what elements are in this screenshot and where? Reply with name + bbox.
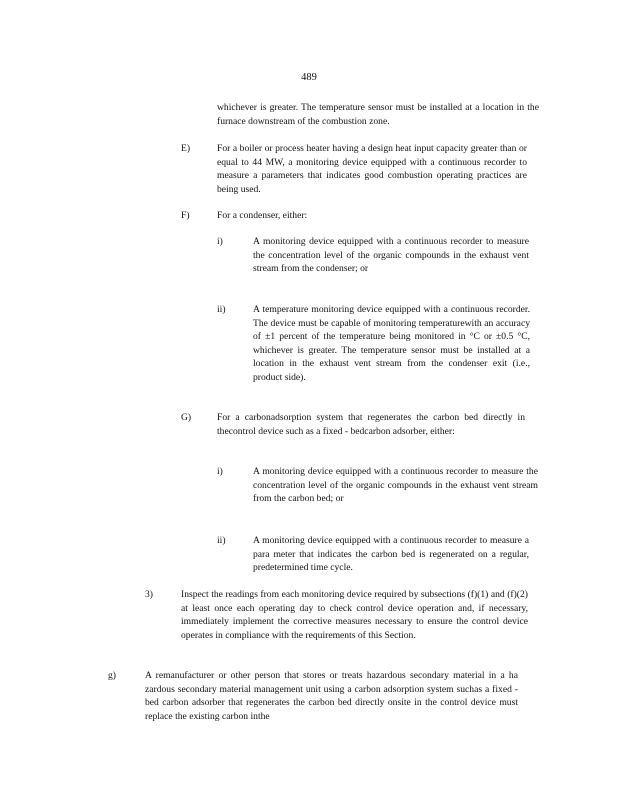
item-f-ii-label: ii) — [217, 304, 226, 315]
item-f-label: F) — [181, 210, 190, 221]
item-f-ii-text: A temperature monitoring device equipped with a continuous recorder. The device must be capable of monitoring temperaturewith an accuracy of ±1 percent of the temperature being monitored in °C or ±0.5 °C, whichever is greater. The temperature sensor must be installed at a location in the exhaust vent stream from the condenser exit (i.e., product side). — [253, 304, 530, 383]
item-f-text: For a condenser, either: — [217, 210, 308, 221]
item-g-lower-text: A remanufacturer or other person that stores or treats hazardous secondary material in a ha zardous secondary material management unit using a carbon adsorption system suchas a fixed -bed carbon adsorber that regenerates the carbon bed directly onsite in the control device must replace the existing carbon inthe — [145, 670, 518, 722]
item-g-upper-label: G) — [181, 412, 192, 423]
item-g-i-label: i) — [217, 466, 223, 477]
item-g-ii-label: ii) — [217, 535, 226, 546]
item-3-text: Inspect the readings from each monitoring device required by subsections (f)(1) and (f)(2) at least once each operating day to check control device operation and, if necessary, immediately implement the corrective measures necessary to ensure the control device operates in compliance with the requirements of this Section. — [181, 589, 528, 641]
item-e-label: E) — [181, 143, 191, 154]
item-f-i-text: A monitoring device equipped with a continuous recorder to measure the concentration level of the organic compounds in the exhaust vent stream from the condenser; or — [253, 236, 529, 275]
item-g-i-text: A monitoring device equipped with a continuous recorder to measure the concentration level of the organic compounds in the exhaust vent stream from the carbon bed; or — [253, 466, 538, 505]
item-e-text: For a boiler or process heater having a design heat input capacity greater than or equal to 44 MW, a monitoring device equipped with a continuous recorder to measure a parameters that indicates good combustion operating practices are being used. — [217, 143, 527, 195]
item-g-upper-text: For a carbonadsorption system that regenerates the carbon bed directly in thecontrol device such as a fixed - bedcarbon adsorber, either: — [217, 412, 525, 437]
continued-paragraph: whichever is greater. The temperature sensor must be installed at a location in the furnace downstream of the combustion zone. — [217, 102, 539, 127]
item-g-lower-label: g) — [108, 670, 116, 681]
item-g-ii-text: A monitoring device equipped with a continuous recorder to measure a para meter that indicates the carbon bed is regenerated on a regular, predetermined time cycle. — [253, 535, 529, 574]
item-f-i-label: i) — [217, 236, 223, 247]
page-number: 489 — [301, 72, 317, 83]
item-3-label: 3) — [145, 589, 153, 600]
